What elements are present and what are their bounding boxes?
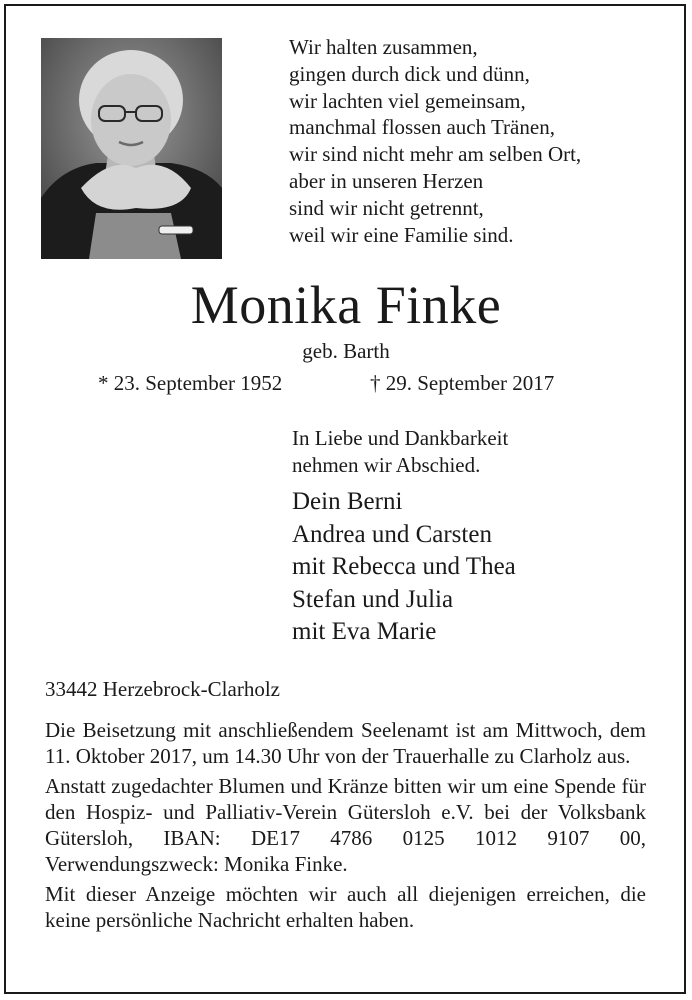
birth-date: * 23. September 1952 [98,371,283,395]
poem-line: wir lachten viel gemeinsam, [289,88,526,113]
notice-paragraph: Mit dieser Anzeige möchten wir auch all diejenigen erreichen, die keine persönliche Nachricht erhalten haben. [45,881,646,933]
poem-line: gingen durch dick und dünn, [289,61,530,86]
place-line: 33442 Herzebrock-Clarholz [45,677,280,701]
maiden-name: geb. Barth [302,339,390,363]
poem-line: manchmal flossen auch Tränen, [289,115,555,140]
family-member: mit Eva Marie [292,618,437,646]
poem-line: wir sind nicht mehr am selben Ort, [289,142,582,167]
poem-line: aber in unseren Herzen [289,168,484,193]
family-list [292,486,516,649]
family-member: mit Rebecca und Thea [292,553,516,581]
poem [289,34,581,248]
poem-line: weil wir eine Familie sind. [289,222,514,247]
funeral-paragraph: Die Beisetzung mit anschließendem Seelenamt ist am Mittwoch, dem 11. Oktober 2017, um 14.30 Uhr von der Trauerhalle zu Clarholz aus. [45,718,646,769]
family-member: Andrea und Carsten [292,520,492,548]
farewell-line: In Liebe und Dankbarkeit [292,426,509,450]
poem-line: Wir halten zusammen, [289,35,478,59]
notice-body [45,717,646,936]
family-member: Stefan und Julia [292,585,454,613]
deceased-name: Monika Finke [190,275,502,335]
farewell-line: nehmen wir Abschied. [292,453,481,477]
poem-line: sind wir nicht getrennt, [289,195,484,220]
farewell-text [292,425,508,479]
family-member: Dein Berni [292,488,403,515]
portrait-photo [41,38,222,259]
donation-paragraph: Anstatt zugedachter Blumen und Kränze bitten wir um eine Spende für den Hospiz- und Palliativ-Verein Gütersloh e.V. bei der Volksbank Gütersloh, IBAN: DE17 4786 0125 1012 9107 00, Verwendungszweck: Monika Finke. [45,773,646,877]
death-date: † 29. September 2017 [370,371,555,395]
